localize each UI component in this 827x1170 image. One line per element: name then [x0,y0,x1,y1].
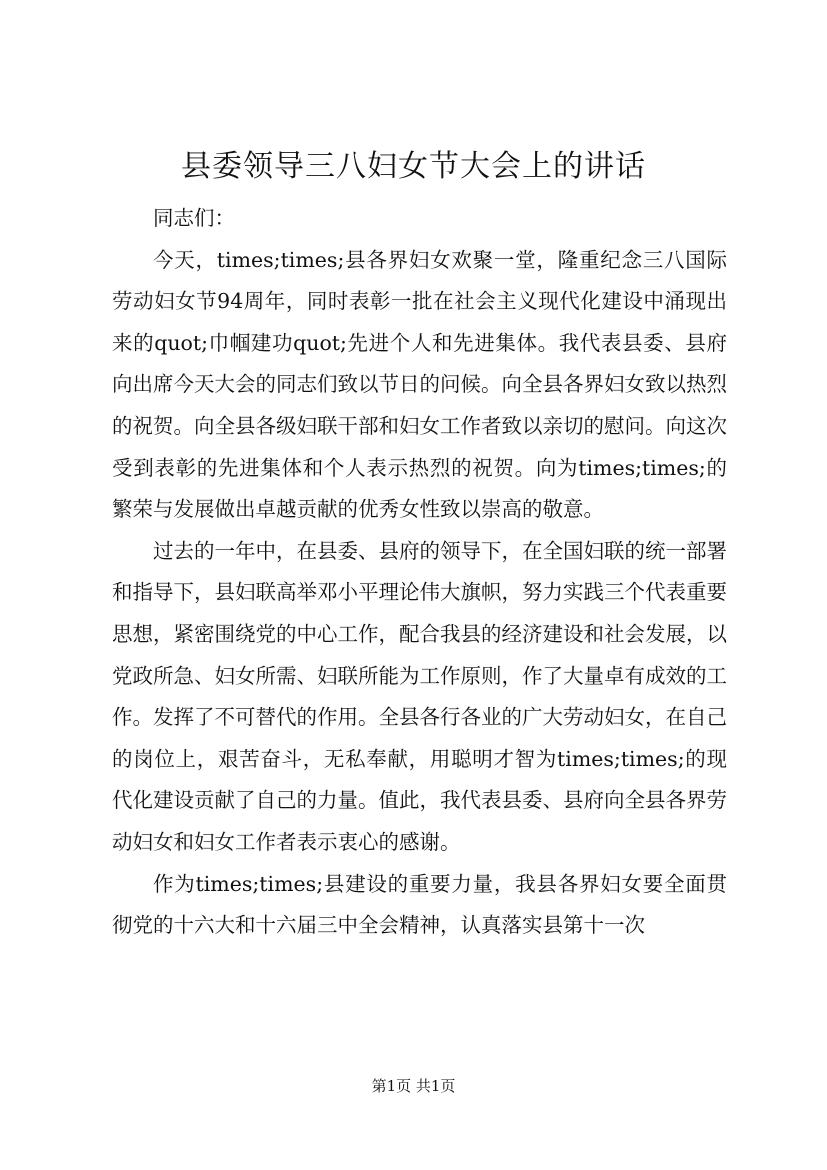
paragraph-3: 作为times;times;县建设的重要力量，我县各界妇女要全面贯彻党的十六大和十六届三中全会精神，认真落实县第十一次 [112,871,727,938]
document-body [112,198,727,947]
paragraph-2: 过去的一年中，在县委、县府的领导下，在全国妇联的统一部署和指导下，县妇联高举邓小平理论伟大旗帜，努力实践三个代表重要思想，紧密围绕党的中心工作，配合我县的经济建设和社会发展，以党政所急、妇女所需、妇联所能为工作原则，作了大量卓有成效的工作。发挥了不可替代的作用。全县各行各业的广大劳动妇女，在自己的岗位上，艰苦奋斗，无私奉献，用聪明才智为times;times;的现代化建设贡献了自己的力量。值此，我代表县委、县府向全县各界劳动妇女和妇女工作者表示衷心的感谢。 [112,538,727,854]
page-footer: 第1页 共1页 [371,1077,456,1095]
paragraph-1: 今天，times;times;县各界妇女欢聚一堂，隆重纪念三八国际劳动妇女节94周年，同时表彰一批在社会主义现代化建设中涌现出来的quot;巾帼建功quot;先进个人和先进集体。我代表县委、县府向出席今天大会的同志们致以节日的问候。向全县各界妇女致以热烈的祝贺。向全县各级妇联干部和妇女工作者致以亲切的慰问。向这次受到表彰的先进集体和个人表示热烈的祝贺。向为times;times;的繁荣与发展做出卓越贡献的优秀女性致以崇高的敬意。 [112,247,727,522]
document-title: 县委领导三八妇女节大会上的讲话 [181,149,646,184]
greeting: 同志们： [153,206,235,230]
